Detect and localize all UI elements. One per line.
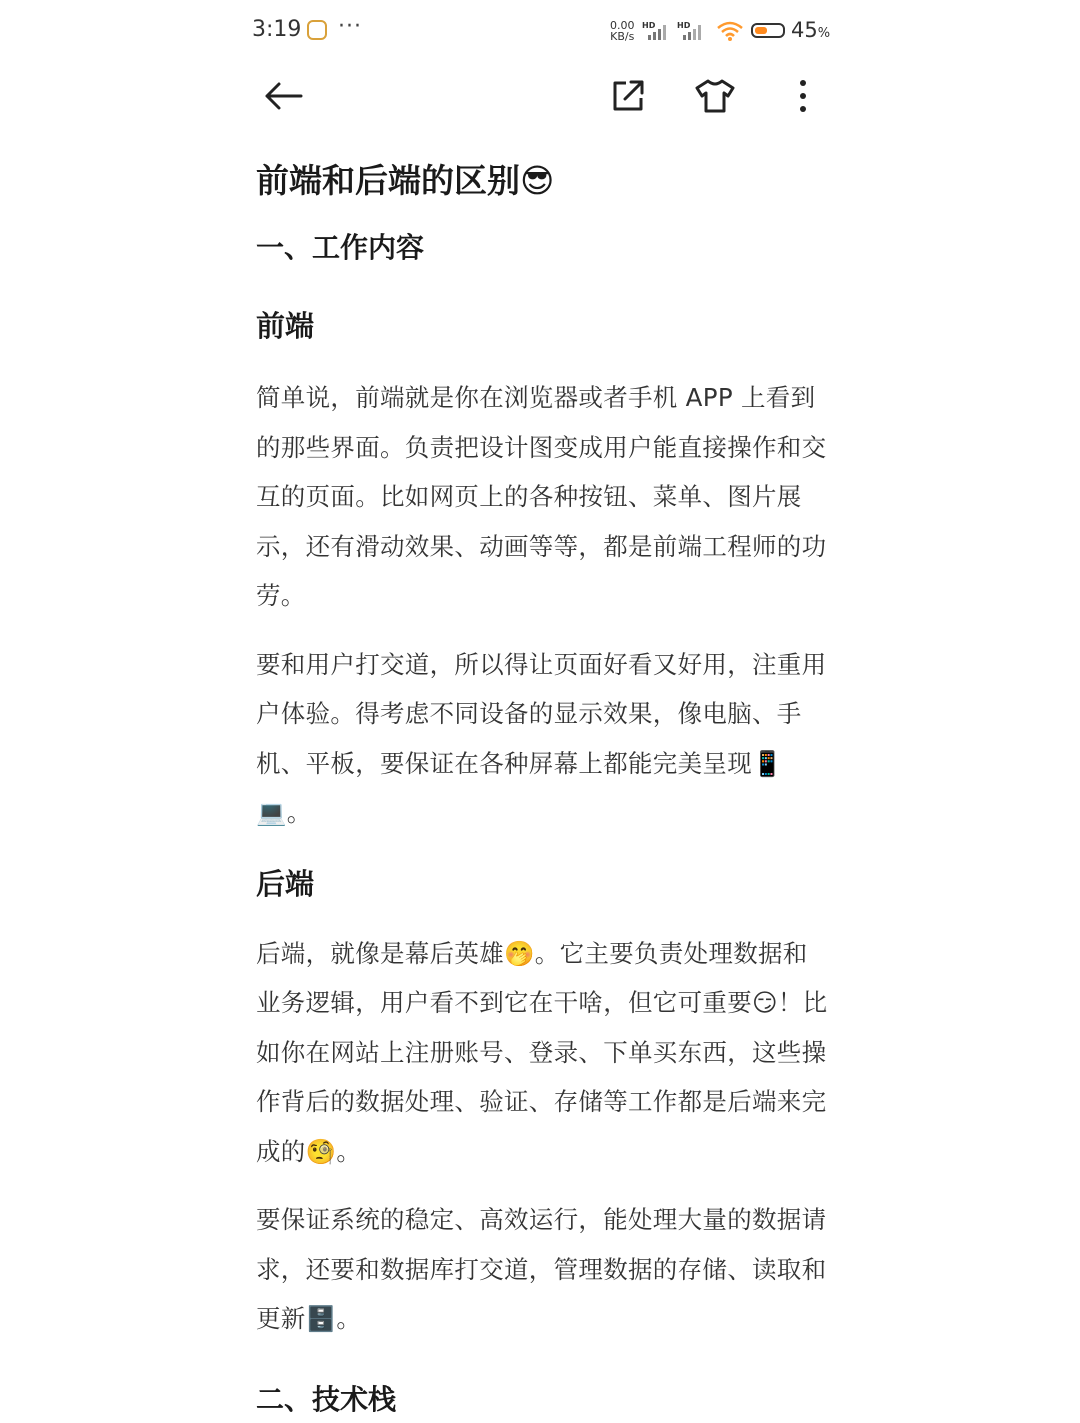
share-button[interactable] [602, 70, 654, 122]
subheading-frontend: 前端 [256, 309, 315, 343]
external-share-icon [610, 78, 646, 114]
tshirt-icon [695, 78, 735, 114]
network-speed-unit: KB/s [610, 30, 635, 43]
status-time: 3:19 [252, 17, 302, 42]
top-toolbar [0, 70, 1080, 122]
theme-button[interactable] [689, 70, 741, 122]
more-menu-button[interactable] [777, 70, 829, 122]
sim2-hd-label: HD [677, 21, 691, 30]
network-speed-value: 0.00 [610, 19, 635, 32]
wifi-icon [716, 20, 744, 42]
backend-paragraph-1: 后端，就像是幕后英雄🤭。它主要负责处理数据和业务逻辑，用户看不到它在干啥，但它可重要😏！比如你在网站上注册账号、登录、下单买东西，这些操作背后的数据处理、验证、存储等工作都是后端来完成的🧐。 [256, 938, 828, 1166]
signal-sim2-icon [677, 20, 711, 42]
notification-app-icon [307, 20, 327, 40]
section-heading-work-content: 一、工作内容 [256, 231, 425, 264]
sim1-hd-label: HD [642, 21, 656, 30]
article-content [256, 150, 831, 1418]
battery-level [755, 27, 767, 34]
frontend-paragraph-2: 要和用户打交道，所以得让页面好看又好用，注重用户体验。得考虑不同设备的显示效果，像电脑、手机、平板，要保证在各种屏幕上都能完美呈现📱💻。 [256, 649, 827, 827]
status-bar [0, 0, 1080, 64]
battery-icon [751, 23, 785, 38]
more-notifications-icon: ··· [338, 14, 362, 39]
frontend-paragraph-1: 简单说，前端就是你在浏览器或者手机 APP 上看到的那些界面。负责把设计图变成用户能直接操作和交互的页面。比如网页上的各种按钮、菜单、图片展示，还有滑动效果、动画等等，都是前端工程师的功劳。 [256, 383, 827, 610]
backend-paragraph-2: 要保证系统的稳定、高效运行，能处理大量的数据请求，还要和数据库打交道，管理数据的存储、读取和更新🗄️。 [256, 1205, 827, 1333]
battery-percent: 45% [791, 18, 831, 42]
subheading-backend: 后端 [256, 866, 315, 901]
network-speed [610, 20, 635, 42]
back-button[interactable] [257, 70, 309, 122]
signal-sim1-icon [642, 20, 674, 42]
section-heading-tech-stack: 二、技术栈 [256, 1382, 397, 1416]
kebab-menu-icon [798, 79, 808, 113]
arrow-left-icon [263, 81, 303, 111]
article-title: 前端和后端的区别😎 [256, 161, 555, 200]
